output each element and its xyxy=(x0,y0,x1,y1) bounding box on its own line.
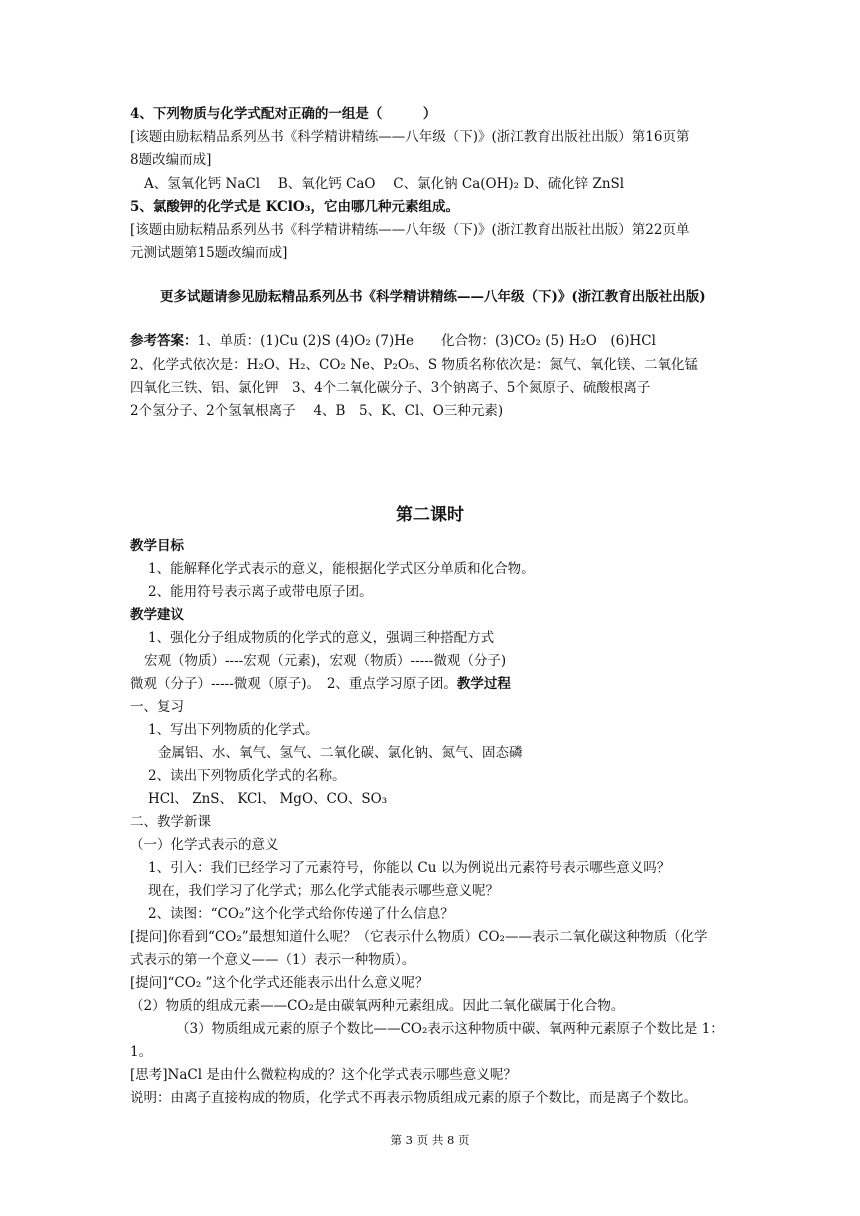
review-item-1-list: 金属铝、水、氧气、氢气、二氧化碳、氯化钠、氮气、固态磷 xyxy=(158,745,523,761)
meaning-2: （2）物质的组成元素——CO₂是由碳氧两种元素组成。因此二氧化碳属于化合物。 xyxy=(130,998,625,1014)
read-line: 2、读图：“CO₂”这个化学式给你传递了什么信息？ xyxy=(148,906,454,922)
advice-2: 宏观（物质）----宏观（元素)，宏观（物质）-----微观（分子) xyxy=(144,653,507,669)
advice-1: 1、强化分子组成物质的化学式的意义，强调三种搭配方式 xyxy=(148,630,495,646)
question-prompt-1: [提问]你看到“CO₂”最想知道什么呢？（它表示什么物质）CO₂——表示二氧化碳这种物质（化学 xyxy=(130,929,708,945)
question-5: 5、氯酸钾的化学式是 KClO₃，它由哪几种元素组成。 xyxy=(130,199,460,215)
intro-line-2: 现在，我们学习了化学式；那么化学式能表示哪些意义呢？ xyxy=(148,883,499,899)
intro-line-1: 1、引入：我们已经学习了元素符号，你能以 Cu 以为例说出元素符号表示哪些意义吗？ xyxy=(148,860,671,876)
answer-label: 参考答案： xyxy=(130,333,198,349)
explanation-note: 说明：由离子直接构成的物质，化学式不再表示物质组成元素的原子个数比，而是离子个数比。 xyxy=(130,1090,697,1106)
review-item-2: 2、读出下列物质化学式的名称。 xyxy=(148,768,346,784)
subsection-heading: （一）化学式表示的意义 xyxy=(130,837,279,853)
page-footer: 第 3 页 共 8 页 xyxy=(390,1133,470,1147)
more-questions-note: 更多试题请参见励耘精品系列丛书《科学精讲精练——八年级（下)》(浙江教育出版社出版) xyxy=(160,289,706,305)
answer-line-2: 2、化学式依次是：H₂O、H₂、CO₂ Ne、P₂O₅、S 物质名称依次是：氮气、氧化镁、二氧化锰 xyxy=(130,357,698,373)
goal-1: 1、能解释化学式表示的意义，能根据化学式区分单质和化合物。 xyxy=(148,561,535,577)
advice-heading: 教学建议 xyxy=(130,607,184,623)
answer-line-3: 四氧化三铁、铝、氯化钾 3、4个二氧化碳分子、3个钠离子、5个氮原子、硫酸根离子 xyxy=(130,380,651,396)
question-5-source: [该题由励耘精品系列丛书《科学精讲精练——八年级（下)》(浙江教育出版社出版）第22页单 xyxy=(130,222,690,238)
answer-line-1 xyxy=(130,331,656,351)
question-prompt-1-cont: 式表示的第一个意义——（1）表示一种物质）。 xyxy=(130,952,416,968)
meaning-3: （3）物质组成元素的原子个数比——CO₂表示这种物质中碳、氧两种元素原子个数比是 1： xyxy=(176,1021,724,1037)
review-heading: 一、复习 xyxy=(130,699,184,715)
question-prompt-2: [提问]“CO₂ ”这个化学式还能表示出什么意义呢？ xyxy=(130,975,429,991)
meaning-3-cont: 1。 xyxy=(130,1044,153,1060)
process-heading: 教学过程 xyxy=(456,676,511,692)
answer-line-1-text: 1、单质：(1)Cu (2)S (4)O₂ (7)He 化合物：(3)CO₂ (5) H₂O (6)HCl xyxy=(197,333,656,349)
section-title: 第二课时 xyxy=(396,505,464,525)
new-lesson-heading: 二、教学新课 xyxy=(130,814,211,830)
review-item-2-list: HCl、 ZnS、 KCl、 MgO、CO、SO₃ xyxy=(148,791,388,807)
advice-3 xyxy=(130,674,511,694)
question-4-source-cont: 8题改编而成] xyxy=(130,152,212,168)
review-item-1: 1、写出下列物质的化学式。 xyxy=(148,722,319,738)
question-4: 4、下列物质与化学式配对正确的一组是（ ） xyxy=(130,106,437,122)
goals-heading: 教学目标 xyxy=(130,538,184,554)
goal-2: 2、能用符号表示离子或带电原子团。 xyxy=(148,584,373,600)
question-4-source: [该题由励耘精品系列丛书《科学精讲精练——八年级（下)》(浙江教育出版社出版）第16页第 xyxy=(130,129,690,145)
question-5-source-cont: 元测试题第15题改编而成] xyxy=(130,245,288,261)
answer-line-4: 2个氢分子、2个氢氧根离子 4、B 5、K、Cl、O三种元素) xyxy=(130,403,504,419)
think-prompt: [思考]NaCl 是由什么微粒构成的？这个化学式表示哪些意义呢？ xyxy=(130,1067,517,1083)
question-4-options: A、氢氧化钙 NaCl B、氧化钙 CaO C、氯化钠 Ca(OH)₂ D、硫化锌 ZnSl xyxy=(144,176,625,192)
advice-3-text: 微观（分子）-----微观（原子)。 2、重点学习原子团。 xyxy=(130,676,457,692)
